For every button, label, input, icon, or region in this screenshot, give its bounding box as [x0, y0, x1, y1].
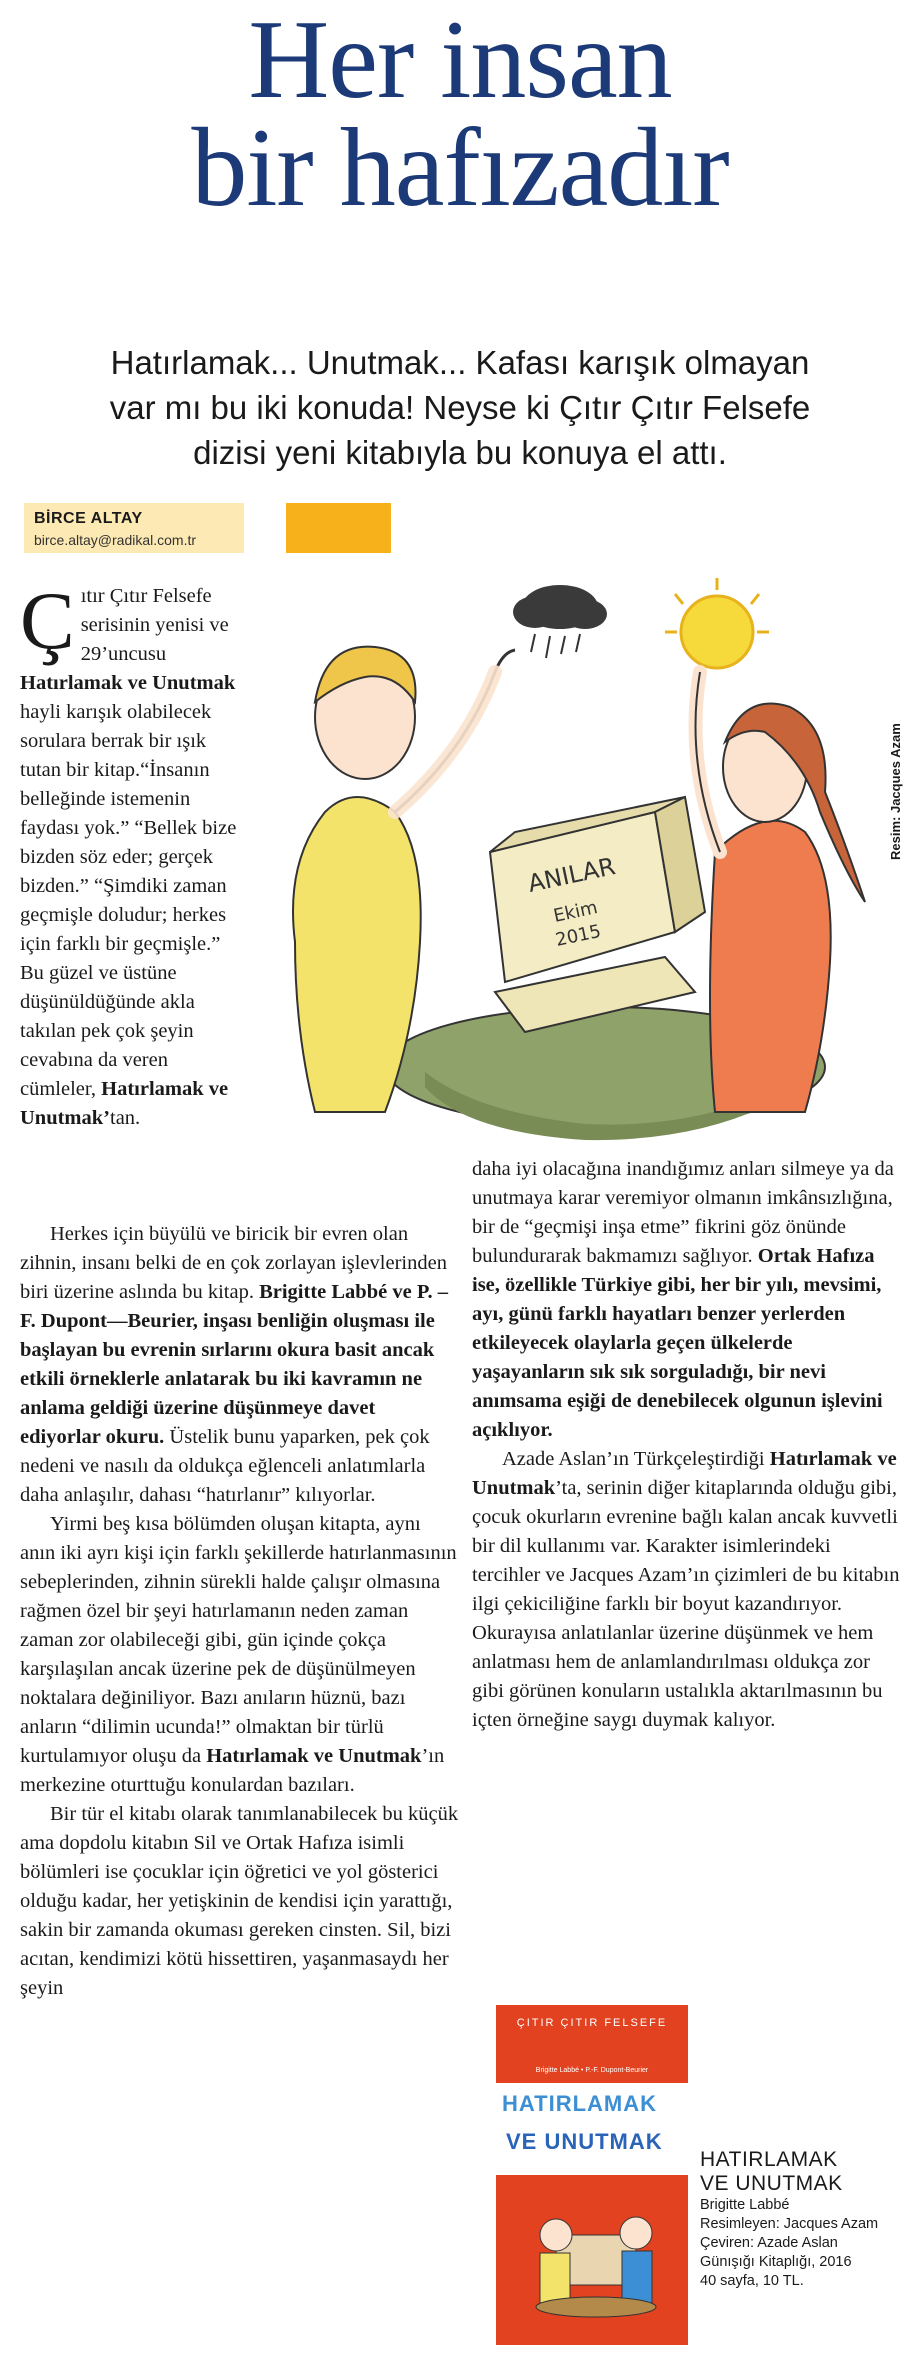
book-info — [700, 2148, 910, 2291]
illustration-box-label-3: 2015 — [553, 920, 603, 951]
article-bold-text: Hatırlamak ve Unutmak — [206, 1745, 422, 1767]
byline-name: BİRCE ALTAY — [34, 510, 143, 527]
article-text: ıtır Çıtır Felsefe serisinin yenisi ve 29’uncusu — [80, 585, 229, 665]
article-bold-text: ve P. – F. Dupont—Beurier, inşası benliğin oluşması ile başlayan bu evrenin sırlarını okura basit ancak etkili örneklerle anlatarak bu iki kavramın ne anlama geldiği üzerine düşünmeye davet ediyorlar okuru. — [20, 1281, 448, 1448]
article-text: ’ta, serinin diğer kitaplarında olduğu gibi, çocuk okurların evrenine bağlı kalan ancak kuvvetli bir dil kullanımı var. Karakter isimlerindeki tercihler ve Jacques Azam’ın çizimleri de bu kitabın ilgi çekiciliğine farklı bir boyut kazandırıyor. Okurayısa anlatılanlar üzerine düşünmek ve hem anlatması hem de anlamlandırılması oldukça zor gibi görünen konuların ustalıkla aktarılmasının bu içten örneğine saygı duymak kalıyor. — [472, 1477, 900, 1731]
article-paragraph-5 — [472, 1155, 902, 1445]
illustration — [245, 512, 885, 1147]
cover-title-line-1: HATIRLAMAK — [502, 2091, 658, 2116]
article-text: daha iyi olacağına inandığımız anları silmeye ya da unutmaya karar veremiyor olmanın imkânsızlığına, bir de “geçmişi inşa etme” fikrini göz önünde bulundurarak bakmamızı sağlıyor. — [472, 1158, 894, 1267]
article-text: Herkes için büyülü ve biricik bir evren olan zihnin, insanı belki de en çok zorlayan işlevlerinden biri üzerine aslında bu kitap. — [20, 1223, 447, 1303]
book-details: 40 sayfa, 10 TL. — [700, 2273, 804, 2289]
book-title-line-1: HATIRLAMAK — [700, 2148, 838, 2171]
illustration-box-label-1: ANILAR — [525, 852, 618, 898]
article-bold-text: Hatırlamak ve Unutmak’ — [20, 1078, 229, 1129]
illustration-credit: Resim: Jacques Azam — [888, 723, 903, 860]
cover-illustration — [526, 2195, 666, 2335]
article-text: ’ın merkezine oturttuğu konulardan bazıları. — [20, 1745, 445, 1796]
article-paragraph-4: Bir tür el kitabı olarak tanımlanabilecek bu küçük ama dopdolu kitabın Sil ve Ortak Hafıza isimli bölümleri ise çocuklar için öğretici ve yol gösterici olduğu kadar, her yetişkinin de kendisi için yarattığı, sakin bir zamanda okuması gereken cinsten. Sil, bizi acıtan, kendimizi kötü hissettiren, yaşanmasaydı her şeyin — [20, 1803, 459, 1999]
article-text: Azade Aslan’ın Türkçeleştirdiği — [502, 1448, 770, 1470]
deck — [20, 340, 900, 475]
article-bold-text: Hatırlamak ve Unutmak — [20, 672, 236, 694]
article-paragraph-3 — [20, 1510, 460, 1800]
book-cover — [496, 2005, 688, 2345]
dropcap: Ç — [20, 575, 75, 666]
headline-line-1: Her insan — [248, 0, 672, 122]
book-title-line-2: VE UNUTMAK — [700, 2172, 843, 2195]
deck-line-2: var mı bu iki konuda! Neyse ki Çıtır Çıtır Felsefe — [109, 389, 811, 426]
headline-line-2: bir hafızadır — [191, 106, 729, 230]
article-bold-text: Brigitte Labbé — [259, 1281, 388, 1303]
headline — [0, 0, 920, 230]
article-bold-text: Hatırlamak ve Unutmak — [472, 1448, 897, 1499]
cover-title-line-2: VE UNUTMAK — [506, 2129, 663, 2154]
book-publisher: Günışığı Kitaplığı, 2016 — [700, 2254, 852, 2270]
article-paragraph-6 — [472, 1445, 902, 1735]
article-text: Yirmi beş kısa bölümden oluşan kitapta, aynı anın iki ayrı kişi için farklı şekillerde hatırlanmasının sebeplerinden, zihnin sürekli halde çalışır olmasına rağmen özel bir şeyi hatırlamanın neden zaman zaman zor olabileceği gibi, gün içinde çokça karşılaşılan ancak üzerine pek de düşünülmeyen noktalara değiniliyor. Bazı anıların hüznü, bazı anların “dilimin ucunda!” olmaktan bir türlü kurtulamıyor oluşu da — [20, 1513, 457, 1767]
article-paragraph-1 — [20, 575, 248, 1133]
cover-authors: Brigitte Labbé • P.-F. Dupont-Beurier — [535, 2067, 649, 2074]
article-column-left-top — [20, 575, 248, 1133]
deck-line-3: dizisi yeni kitabıyla bu konuya el attı. — [193, 434, 727, 471]
article-text: Üstelik bunu yaparken, pek çok nedeni ve nasılı da oldukça eğlenceli anlatımlarla daha anlaşılır, dahası “hatırlanır” kılıyorlar. — [20, 1426, 430, 1506]
deck-line-1: Hatırlamak... Unutmak... Kafası karışık olmayan — [110, 344, 810, 381]
byline-email: birce.altay@radikal.com.tr — [34, 532, 197, 548]
article-paragraph-2 — [20, 1220, 460, 1510]
article-bold-text: Ortak Hafıza ise, özellikle Türkiye gibi, her bir yılı, mevsimi, ayı, günü farklı hayatları benzer yerlerden etkileyecek olaylarla geçen ülkelerde yaşayanların sık sık sorguladığı, bir nevi anımsama eşiği de denebilecek olgunun işlevini açıklıyor. — [472, 1245, 883, 1441]
article-column-right — [472, 1155, 902, 1735]
article-text: tan. — [110, 1107, 141, 1129]
cover-series: ÇITIR ÇITIR FELSEFE — [516, 2017, 668, 2029]
article-text: hayli karışık olabilecek sorulara berrak bir ışık tutan bir kitap.“İnsanın belleğinde istemenin faydası yok.” “Bellek bize bizden söz eder; gerçek bizden.” “Şimdiki zaman geçmişle doludur; herkes için farklı bir geçmişle.” Bu güzel ve üstüne düşünüldüğünde akla takılan pek çok şeyin cevabına da veren cümleler, — [20, 701, 237, 1100]
book-translator: Çeviren: Azade Aslan — [700, 2235, 838, 2251]
illustration-box-label-2: Ekim — [551, 897, 600, 927]
article-column-left — [20, 1220, 460, 2003]
book-author: Brigitte Labbé — [700, 2197, 790, 2213]
book-illustrator: Resimleyen: Jacques Azam — [700, 2216, 879, 2232]
